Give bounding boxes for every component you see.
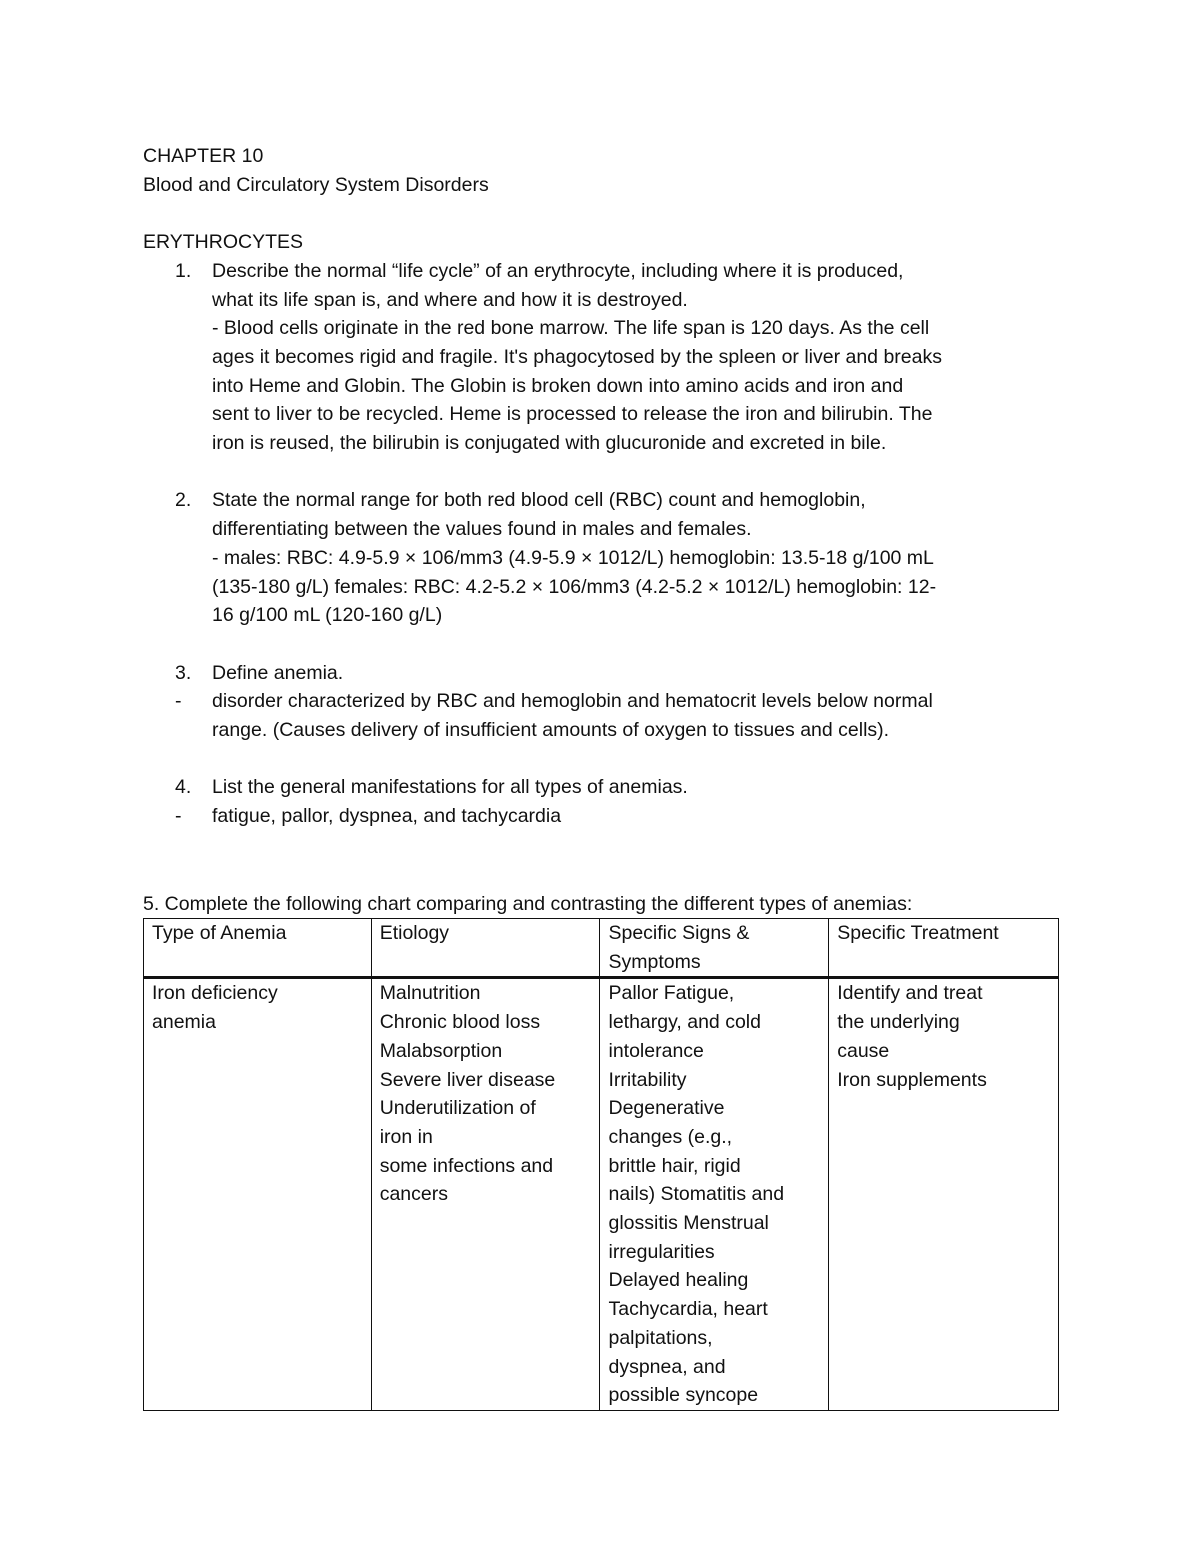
question-4 xyxy=(143,773,1063,802)
question-number: 2. xyxy=(175,489,192,512)
question-1 xyxy=(143,257,1063,458)
dash-marker: - xyxy=(175,805,182,828)
question-number: 1. xyxy=(175,259,192,282)
table-row xyxy=(144,978,1059,1411)
question-3 xyxy=(143,659,1063,688)
anemia-comparison-table xyxy=(143,918,1059,1411)
table-cell: Pallor Fatigue, lethargy, and cold intolerance Irritability Degenerative changes (e.g., brittle hair, rigid nails) Stomatitis and glossitis Menstrual irregularities Delayed healing Tachycardia, heart palpitations, dyspnea, and possible syncope xyxy=(600,978,829,1411)
chapter-title: Blood and Circulatory System Disorders xyxy=(143,173,489,196)
question-text: List the general manifestations for all types of anemias. xyxy=(212,776,688,799)
answer-text: - Blood cells originate in the red bone marrow. The life span is 120 days. As the cell xyxy=(212,317,930,340)
answer-text: ages it becomes rigid and fragile. It's phagocytosed by the spleen or liver and breaks xyxy=(212,345,942,368)
question-text: what its life span is, and where and how it is destroyed. xyxy=(212,288,688,311)
table-header-row xyxy=(144,919,1059,978)
answer-text: iron is reused, the bilirubin is conjugated with glucuronide and excreted in bile. xyxy=(212,432,887,455)
answer-3 xyxy=(143,687,1063,744)
dash-marker: - xyxy=(175,690,182,713)
question-number: 4. xyxy=(175,776,192,799)
answer-text: - males: RBC: 4.9-5.9 × 106/mm3 (4.9-5.9 × 1012/L) hemoglobin: 13.5-18 g/100 mL xyxy=(212,546,934,569)
question-number: 3. xyxy=(175,661,192,684)
answer-text: (135-180 g/L) females: RBC: 4.2-5.2 × 106/mm3 (4.2-5.2 × 1012/L) hemoglobin: 12- xyxy=(212,575,937,598)
answer-text: sent to liver to be recycled. Heme is processed to release the iron and bilirubin. The xyxy=(212,403,933,426)
question-2 xyxy=(143,486,1063,630)
answer-text: 16 g/100 mL (120-160 g/L) xyxy=(212,604,443,627)
answer-text: into Heme and Globin. The Globin is broken down into amino acids and iron and xyxy=(212,374,904,397)
table-cell: Identify and treat the underlying cause Iron supplements xyxy=(829,978,1059,1411)
table-cell: Malnutrition Chronic blood loss Malabsorption Severe liver disease Underutilization of iron in some infections and cancers xyxy=(371,978,600,1411)
table-header-cell: Etiology xyxy=(371,919,600,978)
table-header-cell: Specific Treatment xyxy=(829,919,1059,978)
answer-text: range. (Causes delivery of insufficient amounts of oxygen to tissues and cells). xyxy=(212,719,890,742)
table-cell: Iron deficiency anemia xyxy=(144,978,372,1411)
table-header-cell: Type of Anemia xyxy=(144,919,372,978)
chapter-label: CHAPTER 10 xyxy=(143,145,264,167)
question-text: Describe the normal “life cycle” of an erythrocyte, including where it is produced, xyxy=(212,259,904,282)
answer-text: fatigue, pallor, dyspnea, and tachycardia xyxy=(212,805,562,828)
answer-text: disorder characterized by RBC and hemoglobin and hematocrit levels below normal xyxy=(212,690,933,713)
question-text: differentiating between the values found in males and females. xyxy=(212,518,752,541)
table-header-cell: Specific Signs & Symptoms xyxy=(600,919,829,978)
question-text: Define anemia. xyxy=(212,661,344,684)
answer-4 xyxy=(143,802,1063,831)
chart-intro: 5. Complete the following chart comparing and contrasting the different types of anemias: xyxy=(143,893,913,915)
document-body xyxy=(143,142,1063,831)
section-heading: ERYTHROCYTES xyxy=(143,231,303,254)
question-text: State the normal range for both red blood cell (RBC) count and hemoglobin, xyxy=(212,489,866,512)
